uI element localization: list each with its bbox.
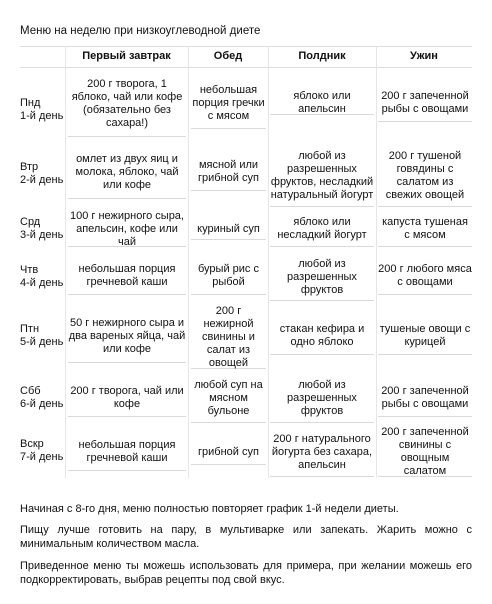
table-row	[0, 72, 492, 138]
lunch-cell	[191, 258, 266, 295]
column-header-breakfast: Первый завтрак	[82, 50, 171, 62]
snack-cell	[270, 428, 374, 477]
lunch-cell	[191, 78, 266, 129]
document-title: Меню на неделю при низкоуглеводной диете	[20, 25, 261, 37]
cell-text: бурый рис с рыбой	[198, 263, 259, 288]
cell-text: 200 г нежирной свинины и салат из овощей	[202, 304, 255, 369]
cell-text: любой суп на мясном бульоне	[194, 378, 263, 417]
cell-text: 200 г натурального йогурта без сахара, апельсин	[271, 432, 373, 471]
paragraph: Приведенное меню ты можешь использовать для примера, при желании можешь его подкорректировать, выбрав рецепты под свой вкус.	[20, 560, 472, 586]
lunch-cell	[191, 440, 266, 465]
dinner-cell	[378, 380, 472, 417]
breakfast-cell	[68, 434, 186, 471]
cell-text: любой из разрешенных фруктов	[287, 257, 357, 296]
snack-cell	[270, 374, 374, 423]
day-label: Птн 5-й день	[20, 323, 64, 348]
table-row	[0, 209, 492, 248]
paragraph: Начиная с 8-го дня, меню полностью повторяет график 1-й недели диеты.	[20, 503, 399, 515]
breakfast-cell	[68, 146, 186, 199]
breakfast-cell	[68, 72, 186, 137]
cell-text: мясной или грибной суп	[198, 159, 259, 184]
cell-text: 100 г нежирного сыра, апельсин, кофе или чай	[69, 209, 184, 248]
cell-text: 200 г творога, чай или кофе	[70, 385, 184, 410]
breakfast-cell	[68, 209, 186, 248]
table-row	[0, 306, 492, 370]
cell-text: яблоко или апельсин	[293, 90, 351, 115]
snack-cell	[270, 146, 374, 207]
cell-text: небольшая порция гречки с мясом	[192, 83, 265, 122]
table-top-border	[20, 46, 472, 47]
breakfast-cell	[68, 258, 186, 295]
day-label: Срд 3-й день	[20, 216, 64, 241]
snack-cell	[270, 254, 374, 301]
table-row	[0, 146, 492, 206]
cell-text: небольшая порция гречневой каши	[78, 263, 176, 288]
cell-text: омлет из двух яиц и молока, яблоко, чай или кофе	[75, 152, 179, 191]
column-header-dinner: Ужин	[410, 50, 438, 62]
cell-text: 200 г творога, 1 яблоко, чай или кофе (обязательно без сахара!)	[71, 78, 183, 129]
cell-text: яблоко или несладкий йогурт	[277, 216, 367, 241]
cell-text: любой из разрешенных фруктов, несладкий натуральный йогурт	[270, 150, 374, 201]
dinner-cell	[378, 318, 472, 355]
table-header-border	[20, 67, 472, 68]
day-label: Сбб 6-й день	[20, 385, 64, 410]
dinner-cell	[378, 146, 472, 207]
dinner-cell	[378, 212, 472, 247]
cell-text: 200 г тушеной говядины с салатом из свежих овощей	[385, 150, 465, 201]
cell-text: любой из разрешенных фруктов	[287, 378, 357, 417]
cell-text: грибной суп	[198, 445, 259, 458]
cell-text: куриный суп	[197, 222, 260, 235]
breakfast-cell	[68, 310, 186, 363]
lunch-cell	[191, 306, 266, 369]
table-row	[0, 254, 492, 300]
dinner-cell	[378, 258, 472, 295]
dinner-cell	[378, 85, 472, 122]
lunch-cell	[191, 154, 266, 191]
cell-text: стакан кефира и одно яблоко	[279, 323, 365, 348]
day-label: Чтв 4-й день	[20, 264, 64, 289]
lunch-cell	[191, 219, 266, 240]
snack-cell	[270, 212, 374, 247]
day-label: Втр 2-й день	[20, 161, 64, 186]
cell-text: 200 г запеченной свинины с овощным салатом	[381, 426, 469, 477]
table-row	[0, 428, 492, 478]
cell-text: небольшая порция гречневой каши	[78, 439, 176, 464]
snack-cell	[270, 92, 374, 115]
table-header-row	[0, 48, 492, 65]
paragraph: Пищу лучше готовить на пару, в мультиварке или запекать. Жарить можно с минимальным количеством масла.	[20, 524, 472, 550]
cell-text: 200 г запеченной рыбы с овощами	[381, 385, 469, 410]
day-label: Пнд 1-й день	[20, 97, 64, 122]
breakfast-cell	[68, 380, 186, 417]
snack-cell	[270, 318, 374, 355]
cell-text: капуста тушеная с мясом	[382, 216, 468, 241]
column-header-snack: Полдник	[298, 50, 346, 62]
column-header-lunch: Обед	[213, 50, 243, 62]
cell-text: 200 г любого мяса с овощами	[378, 263, 472, 288]
day-label: Вскр 7-й день	[20, 438, 64, 463]
cell-text: 200 г запеченной рыбы с овощами	[381, 90, 469, 115]
cell-text: 50 г нежирного сыра и два вареных яйца, чай или кофе	[68, 316, 186, 355]
dinner-cell	[378, 428, 472, 477]
table-row	[0, 374, 492, 426]
lunch-cell	[191, 374, 266, 423]
cell-text: тушеные овощи с курицей	[379, 323, 471, 348]
